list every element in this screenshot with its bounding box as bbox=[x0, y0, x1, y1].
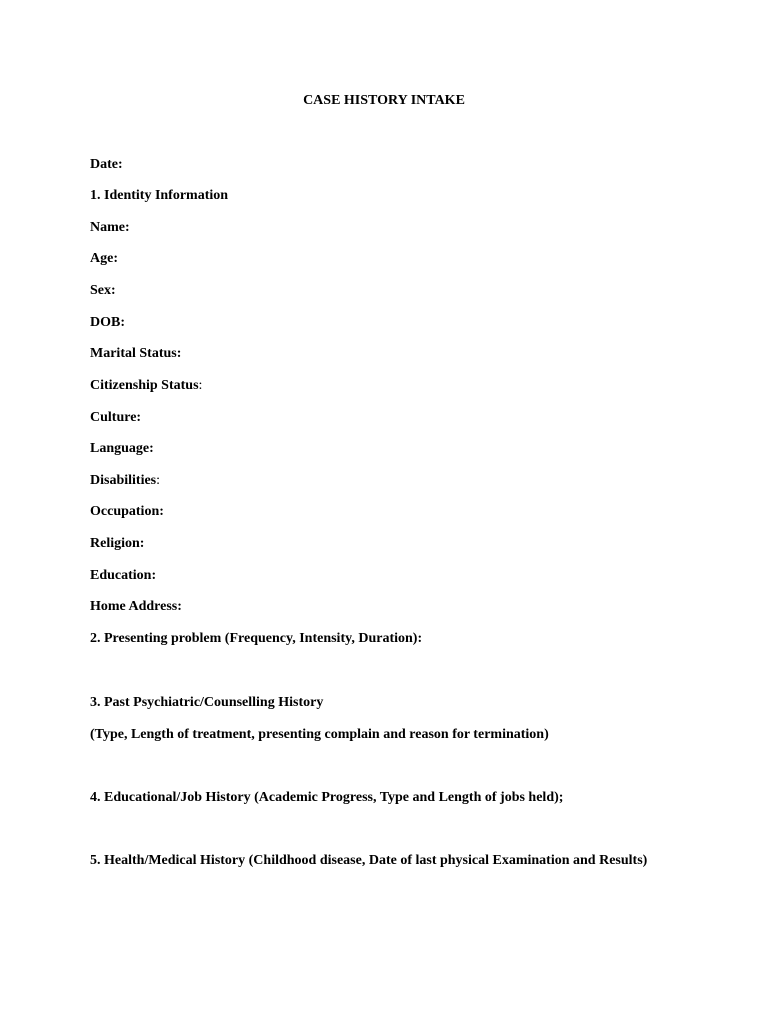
dob-label: DOB: bbox=[90, 315, 125, 330]
education-label: Education: bbox=[90, 568, 157, 583]
date-label: Date: bbox=[90, 157, 123, 172]
occupation-label: Occupation: bbox=[90, 504, 164, 519]
document-title: CASE HISTORY INTAKE bbox=[303, 93, 465, 108]
age-label: Age: bbox=[90, 251, 118, 266]
culture-label: Culture: bbox=[90, 410, 142, 425]
section-3-subheading: (Type, Length of treatment, presenting complain and reason for termination) bbox=[90, 727, 549, 742]
disabilities-row bbox=[90, 472, 160, 490]
sex-label: Sex: bbox=[90, 283, 116, 298]
disabilities-label: Disabilities bbox=[90, 473, 157, 488]
section-5-heading: 5. Health/Medical History (Childhood disease, Date of last physical Examination and Results) bbox=[90, 853, 648, 868]
section-4-heading: 4. Educational/Job History (Academic Progress, Type and Length of jobs held); bbox=[90, 790, 564, 805]
section-3-heading: 3. Past Psychiatric/Counselling History bbox=[90, 695, 324, 710]
citizenship-status-row bbox=[90, 377, 202, 395]
section-2-heading: 2. Presenting problem (Frequency, Intensity, Duration): bbox=[90, 631, 423, 646]
citizenship-status-label: Citizenship Status bbox=[90, 378, 199, 393]
disabilities-colon: : bbox=[156, 473, 161, 488]
citizenship-status-colon: : bbox=[198, 378, 203, 393]
religion-label: Religion: bbox=[90, 536, 145, 551]
name-label: Name: bbox=[90, 220, 130, 235]
home-address-label: Home Address: bbox=[90, 599, 182, 614]
language-label: Language: bbox=[90, 441, 154, 456]
marital-status-label: Marital Status: bbox=[90, 346, 182, 361]
section-1-heading: 1. Identity Information bbox=[90, 188, 229, 203]
